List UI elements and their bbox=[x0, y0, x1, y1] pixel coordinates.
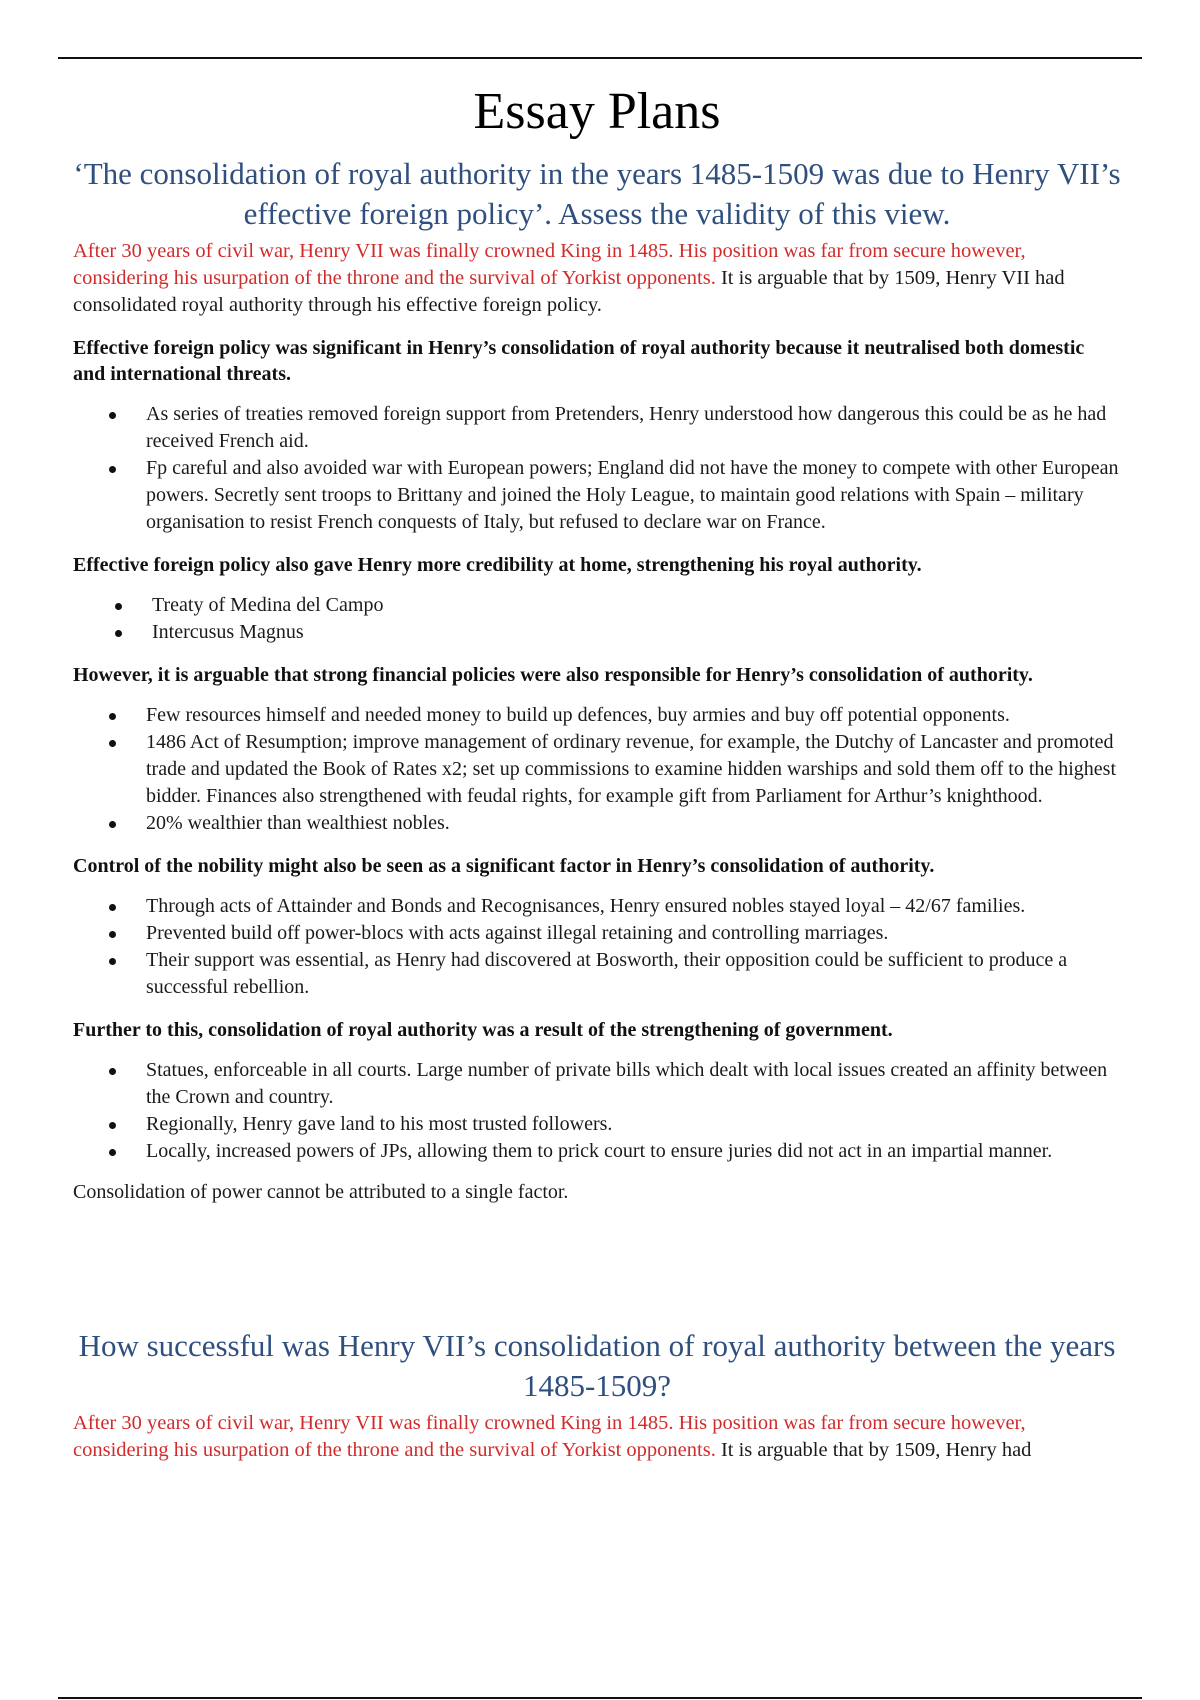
intro-highlight: After 30 years of civil war, Henry VII was finally crowned King in 1485. His position was far from secure however, considering his usurpation of the throne and the survival of Yorkist opponents. bbox=[73, 240, 1026, 289]
section-spacer bbox=[73, 1206, 1121, 1326]
intro-highlight: After 30 years of civil war, Henry VII was finally crowned King in 1485. His position was far from secure however, considering his usurpation of the throne and the survival of Yorkist opponents. bbox=[73, 1412, 1026, 1461]
bullet-icon bbox=[109, 412, 116, 419]
point-heading: However, it is arguable that strong financial policies were also responsible for Henry’s consolidation of authority. bbox=[73, 664, 1033, 686]
bullet-item bbox=[73, 810, 1121, 837]
bullet-text: Few resources himself and needed money to build up defences, buy armies and buy off potential opponents. bbox=[146, 704, 1010, 726]
document-title: Essay Plans bbox=[473, 83, 721, 140]
bullet-text: Through acts of Attainder and Bonds and Recognisances, Henry ensured nobles stayed loyal – 42/67 families. bbox=[146, 895, 1026, 917]
bullet-text: 1486 Act of Resumption; improve management of ordinary revenue, for example, the Dutchy of Lancaster and promoted trade and updated the Book of Rates x2; set up commissions to examine hidden warships and sold them off to the highest bidder. Finances also strengthened with feudal rights, for example gift from Parliament for Arthur’s knighthood. bbox=[146, 731, 1117, 807]
bullet-text: Statues, enforceable in all courts. Large number of private bills which dealt with local issues created an affinity between the Crown and country. bbox=[146, 1059, 1108, 1108]
bullet-icon bbox=[109, 931, 116, 938]
bullet-text: Locally, increased powers of JPs, allowing them to prick court to ensure juries did not act in an impartial manner. bbox=[146, 1140, 1053, 1162]
bullet-item bbox=[73, 1111, 1121, 1138]
bullet-icon bbox=[109, 1068, 116, 1075]
essay-intro bbox=[73, 238, 1121, 319]
intro-thesis: It is arguable that by 1509, Henry had bbox=[715, 1439, 1032, 1461]
bullet-list bbox=[73, 702, 1121, 837]
bullet-icon bbox=[109, 904, 116, 911]
bullet-item bbox=[73, 1138, 1121, 1165]
bullet-item bbox=[73, 1057, 1121, 1111]
bullet-icon bbox=[109, 740, 116, 747]
bullet-text: Fp careful and also avoided war with European powers; England did not have the money to compete with other European powers. Secretly sent troops to Brittany and joined the Holy League, to maintain good relations with Spain – military organisation to resist French conquests of Italy, but refused to declare war on France. bbox=[146, 457, 1119, 533]
bullet-item bbox=[73, 401, 1121, 455]
bullet-list bbox=[73, 592, 1121, 646]
point-heading: Effective foreign policy also gave Henry more credibility at home, strengthening his royal authority. bbox=[73, 554, 922, 576]
bullet-icon bbox=[109, 466, 116, 473]
bullet-icon bbox=[109, 713, 116, 720]
essay-intro bbox=[73, 1410, 1121, 1464]
bullet-icon bbox=[109, 1149, 116, 1156]
bullet-icon bbox=[109, 958, 116, 965]
bullet-text: Treaty of Medina del Campo bbox=[152, 594, 384, 616]
bullet-icon bbox=[115, 630, 122, 637]
bullet-icon bbox=[109, 821, 116, 828]
bullet-text: 20% wealthier than wealthiest nobles. bbox=[146, 812, 450, 834]
point-heading: Control of the nobility might also be seen as a significant factor in Henry’s consolidation of authority. bbox=[73, 855, 935, 877]
bullet-item bbox=[73, 592, 1121, 619]
point-heading: Further to this, consolidation of royal authority was a result of the strengthening of government. bbox=[73, 1019, 893, 1041]
bullet-list bbox=[73, 1057, 1121, 1165]
point-heading: Effective foreign policy was significant in Henry’s consolidation of royal authority because it neutralised both domestic and international threats. bbox=[73, 337, 1085, 385]
essay-conclusion: Consolidation of power cannot be attributed to a single factor. bbox=[73, 1181, 569, 1203]
essay-question: ‘The consolidation of royal authority in the years 1485-1509 was due to Henry VII’s effective foreign policy’. Assess the validity of this view. bbox=[73, 156, 1121, 231]
bullet-list bbox=[73, 401, 1121, 536]
bullet-item bbox=[73, 920, 1121, 947]
document-page bbox=[73, 70, 1121, 1464]
intro-thesis: It is arguable that by 1509, Henry VII had consolidated royal authority through his effective foreign policy. bbox=[73, 267, 1065, 316]
bullet-item bbox=[73, 619, 1121, 646]
bullet-item bbox=[73, 455, 1121, 536]
bullet-icon bbox=[115, 603, 122, 610]
bullet-text: As series of treaties removed foreign support from Pretenders, Henry understood how dangerous this could be as he had received French aid. bbox=[146, 403, 1107, 452]
bullet-item bbox=[73, 947, 1121, 1001]
bottom-rule bbox=[58, 1697, 1142, 1699]
bullet-list bbox=[73, 893, 1121, 1001]
essay-plan-1 bbox=[73, 154, 1121, 1206]
bullet-text: Intercusus Magnus bbox=[152, 621, 304, 643]
bullet-text: Their support was essential, as Henry had discovered at Bosworth, their opposition could be sufficient to produce a successful rebellion. bbox=[146, 949, 1068, 998]
essay-question: How successful was Henry VII’s consolidation of royal authority between the years 1485-1509? bbox=[78, 1328, 1116, 1403]
bullet-icon bbox=[109, 1122, 116, 1129]
essay-plan-2 bbox=[73, 1326, 1121, 1464]
bullet-item bbox=[73, 893, 1121, 920]
bullet-item bbox=[73, 729, 1121, 810]
bullet-item bbox=[73, 702, 1121, 729]
bullet-text: Prevented build off power-blocs with acts against illegal retaining and controlling marriages. bbox=[146, 922, 889, 944]
bullet-text: Regionally, Henry gave land to his most trusted followers. bbox=[146, 1113, 613, 1135]
top-rule bbox=[58, 57, 1142, 59]
